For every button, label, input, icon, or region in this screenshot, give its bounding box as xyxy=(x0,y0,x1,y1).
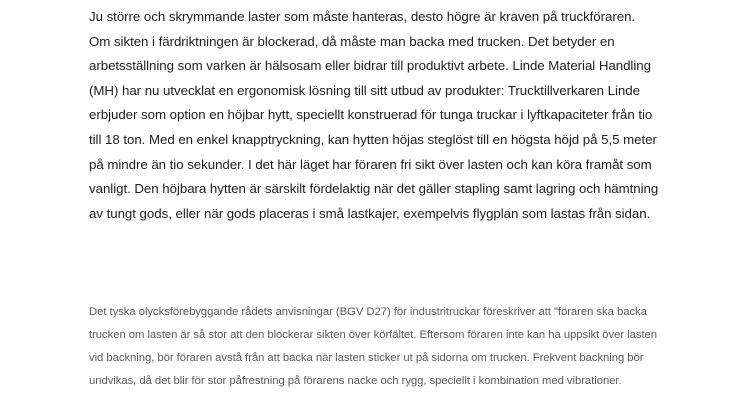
article-paragraph-secondary: Det tyska olycksförebyggande rådets anvisningar (BGV D27) för industritruckar föreskriver att "föraren ska backa trucken om lasten är så stor att den blockerar sikten över körfältet. Eftersom föraren inte kan ha uppsikt över lasten vid backning, bör föraren avstå från att backa när lasten sticker ut på sidorna om trucken. Frekvent backning bör undvikas, då det blir för stor påfrestning på förarens nacke och rygg, speciellt i kombination med vibrationer. xyxy=(89,306,658,387)
article-paragraph-main: Ju större och skrymmande laster som måste hanteras, desto högre är kraven på truckföraren. Om sikten i färdriktningen är blockerad, då måste man backa med trucken. Det betyder en arbetsställning som varken är hälsosam eller bidrar till produktivt arbete. Linde Material Handling (MH) har nu utvecklat en ergonomisk lösning till sitt utbud av produkter: Trucktillverkaren Linde erbjuder som option en höjbar hytt, speciellt konstruerad för tunga truckar i lyftkapaciteter från tio till 18 ton. Med en enkel knapptryckning, kan hytten höjas steglöst till en högsta höjd på 5,5 meter på mindre än tio sekunder. I det här läget har föraren fri sikt över lasten och kan köra framåt som vanligt. Den höjbara hytten är särskilt fördelaktig när det gäller stapling samt lagring och hämtning av tungt gods, eller när gods placeras i små lastkajer, exempelvis flygplan som lastas från sidan. xyxy=(89,9,659,221)
